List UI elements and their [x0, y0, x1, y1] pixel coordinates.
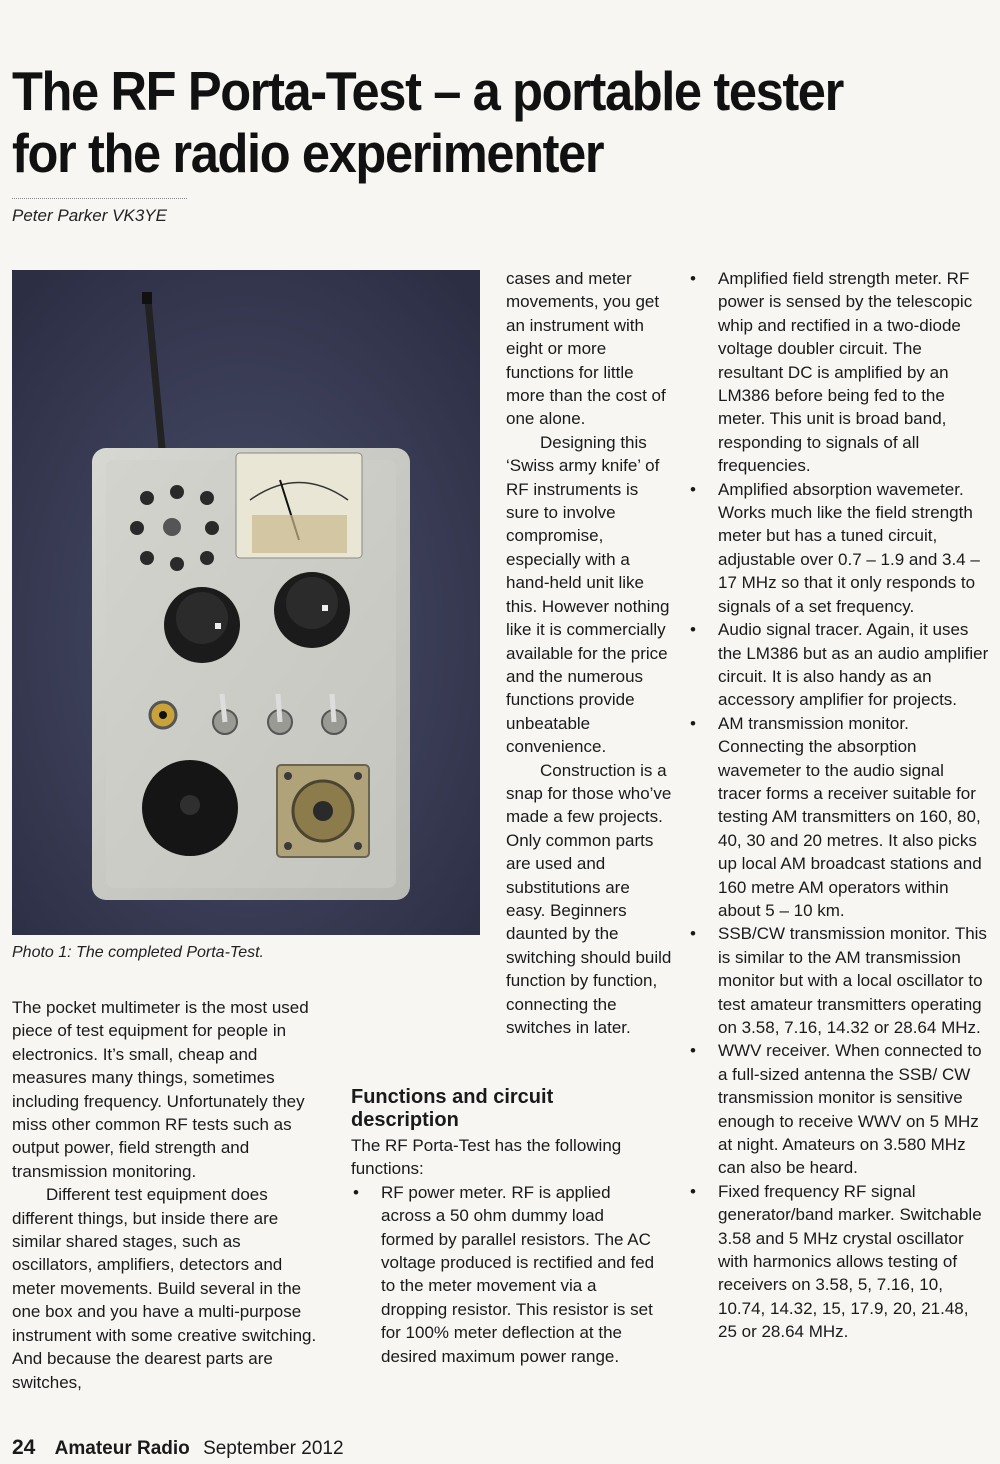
author-byline: Peter Parker VK3YE [12, 206, 167, 225]
section-heading: Functions and circuit description [351, 1086, 554, 1131]
issue-date: September 2012 [203, 1438, 344, 1459]
title-line-1: The RF Porta-Test – a portable tester [12, 60, 843, 122]
function-item: • SSB/CW transmission monitor. This is similar to the AM transmission monitor but with a local oscillator to test amateur transmitters operating on 3.58, 7.16, 14.32 or 28.64 MHz. [688, 922, 991, 1039]
middle-paragraph-2: Designing this ‘Swiss army knife’ of RF instruments is sure to involve compromise, especially with a hand-held unit like this. However nothing like it is commercially available for the price and the numerous functions provide unbeatable convenience. [506, 432, 670, 757]
intro-paragraph-1: The pocket multimeter is the most used piece of test equipment for people in electronics. It’s small, cheap and measures many things, sometimes including frequency. Unfortunately they miss other common RF tests such as output power, field strength and transmission monitoring. [12, 998, 309, 1181]
title-divider [12, 198, 187, 200]
page-number: 24 [12, 1436, 36, 1459]
right-column [688, 267, 991, 1344]
title-line-2: for the radio experimenter [12, 122, 604, 184]
function-item: • Amplified absorption wavemeter. Works much like the field strength meter but has a tuned circuit, adjustable over 0.7 – 1.9 and 3.4 – 17 MHz so that it only responds to signals of a set frequency. [688, 478, 991, 618]
intro-paragraph-2: Different test equipment does different things, but inside there are similar shared stages, such as oscillators, amplifiers, detectors and meter movements. Build several in the one box and you have a multi-purpose instrument with some creative switching. And because the dearest parts are switches, [12, 1185, 317, 1392]
function-item: • Fixed frequency RF signal generator/band marker. Switchable 3.58 and 5 MHz crystal oscillator with harmonics allows testing of receivers on 3.58, 5, 7.16, 10, 10.74, 14.32, 15, 17.9, 20, 21.48, 25 or 28.64 MHz. [688, 1180, 991, 1344]
middle-column-top [506, 267, 672, 1037]
function-item: • Amplified field strength meter. RF power is sensed by the telescopic whip and rectified in a two-diode voltage doubler circuit. The resultant DC is amplified by an LM386 before being fed to the meter. This unit is broad band, responding to signals of all frequencies. [688, 267, 991, 478]
middle-paragraph-3: Construction is a snap for those who’ve made a few projects. Only common parts are used and substitutions are easy. Beginners daunted by the switching should build function by function, connecting the switches in later. [506, 760, 672, 1037]
article-title [12, 60, 909, 184]
function-item: • WWV receiver. When connected to a full-sized antenna the SSB/ CW transmission monitor is sensitive enough to receive WWV on 5 MHz at night. Amateurs on 3.580 MHz can also be heard. [688, 1039, 991, 1179]
function-item: • Audio signal tracer. Again, it uses the LM386 but as an audio amplifier circuit. It is also handy as an accessory amplifier for projects. [688, 618, 991, 712]
photo-caption: Photo 1: The completed Porta-Test. [12, 944, 264, 961]
function-item: • RF power meter. RF is applied across a 50 ohm dummy load formed by parallel resistors. The AC voltage produced is rectified and fed to the meter movement via a dropping resistor. This resistor is set for 100% meter deflection at the desired maximum power range. [351, 1181, 661, 1368]
page-footer [12, 1436, 344, 1460]
middle-paragraph-1: cases and meter movements, you get an instrument with eight or more functions for little more than the cost of one alone. [506, 269, 666, 429]
functions-intro: The RF Porta-Test has the following functions: [351, 1136, 622, 1179]
magazine-name: Amateur Radio [54, 1438, 190, 1459]
functions-list-part-2 [688, 267, 991, 1344]
intro-column [12, 996, 324, 1394]
device-photo [12, 270, 480, 935]
middle-column-bottom [351, 996, 661, 1368]
function-item: • AM transmission monitor. Connecting the absorption wavemeter to the audio signal tracer forms a receiver suitable for testing AM transmitters on 160, 80, 40, 30 and 20 metres. It also picks up local AM broadcast stations and 160 metre AM operators within about 5 – 10 km. [688, 712, 991, 923]
functions-list-part-1 [351, 1181, 661, 1368]
